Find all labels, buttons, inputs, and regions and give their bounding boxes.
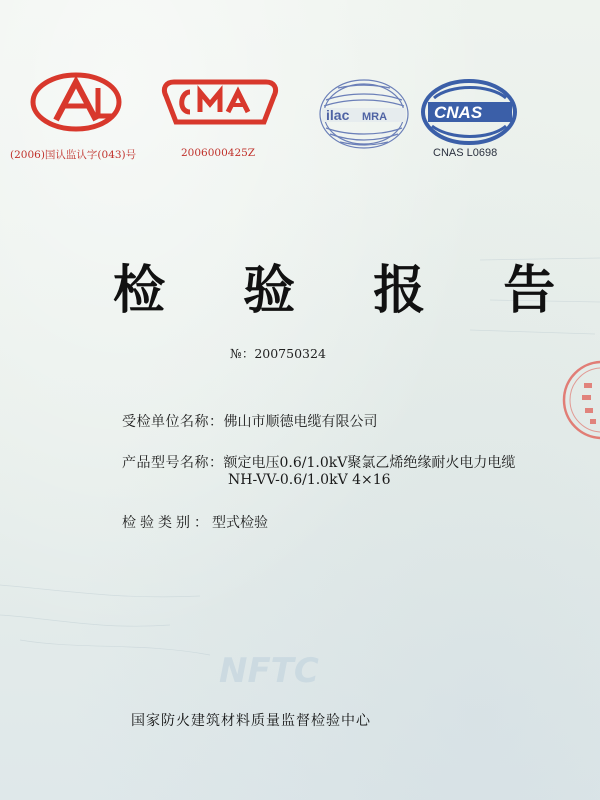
cal-logo-icon	[30, 72, 122, 132]
red-seal-stamp	[560, 355, 600, 445]
cnas-accreditation-number: CNAS L0698	[433, 147, 498, 159]
report-number: №：200750324	[230, 346, 326, 361]
ilac-mra-logo-icon	[318, 78, 410, 150]
svg-text:CNAS: CNAS	[434, 103, 483, 122]
cma-logo-icon	[160, 78, 280, 126]
product-model-value: 额定电压0.6/1.0kV聚氯乙烯绝缘耐火电力电缆	[223, 455, 516, 471]
svg-text:MRA: MRA	[362, 111, 388, 123]
product-model-row	[122, 452, 515, 472]
report-title: 检 验 报 告	[113, 261, 586, 321]
cnas-logo-icon	[420, 78, 518, 146]
product-model-value-line2: NH-VV-0.6/1.0kV 4×16	[228, 472, 391, 488]
inspection-type-row	[122, 512, 268, 532]
product-model-label: 产品型号名称：	[122, 455, 224, 471]
cma-certificate-number: 2006000425Z	[181, 147, 256, 159]
inspected-unit-value: 佛山市顺德电缆有限公司	[223, 414, 378, 430]
svg-text:NFTC: NFTC	[219, 651, 319, 691]
inspected-unit-label: 受检单位名称：	[122, 414, 224, 430]
svg-text:ilac: ilac	[326, 107, 350, 123]
inspection-type-label: 检验类别：	[122, 515, 212, 531]
cal-certificate-number: (2006)国认监认字(043)号	[10, 149, 137, 161]
inspection-type-value: 型式检验	[212, 515, 268, 531]
issuing-organization: 国家防火建筑材料质量监督检验中心	[131, 713, 371, 729]
inspected-unit-row	[122, 411, 378, 431]
nftc-watermark	[215, 648, 345, 692]
